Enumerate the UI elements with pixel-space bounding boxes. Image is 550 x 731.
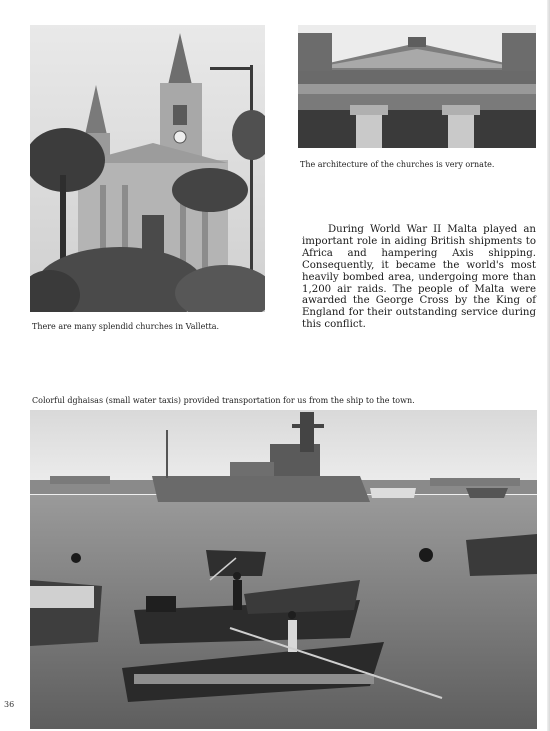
harbor-photo (30, 410, 537, 729)
architecture-caption: The architecture of the churches is very ornate. (300, 160, 495, 169)
church-photo-image (30, 25, 265, 312)
architecture-photo-image (298, 25, 536, 148)
harbor-photo-image (30, 410, 537, 729)
page-number: 36 (4, 700, 15, 709)
architecture-photo (298, 25, 536, 148)
article-paragraph: During World War II Malta played an important role in aiding British shipments to Africa and hampering Axis shipping. Consequently, it became the world's most heavily bombed area, undergoing more than 1,200 air raids. The people of Malta were awarded the George Cross by the King of England for their outstanding service during this conflict. (302, 224, 536, 331)
church-photo (30, 25, 265, 312)
church-caption: There are many splendid churches in Valletta. (32, 322, 220, 331)
harbor-caption: Colorful dghaisas (small water taxis) provided transportation for us from the ship to the town. (32, 396, 415, 405)
